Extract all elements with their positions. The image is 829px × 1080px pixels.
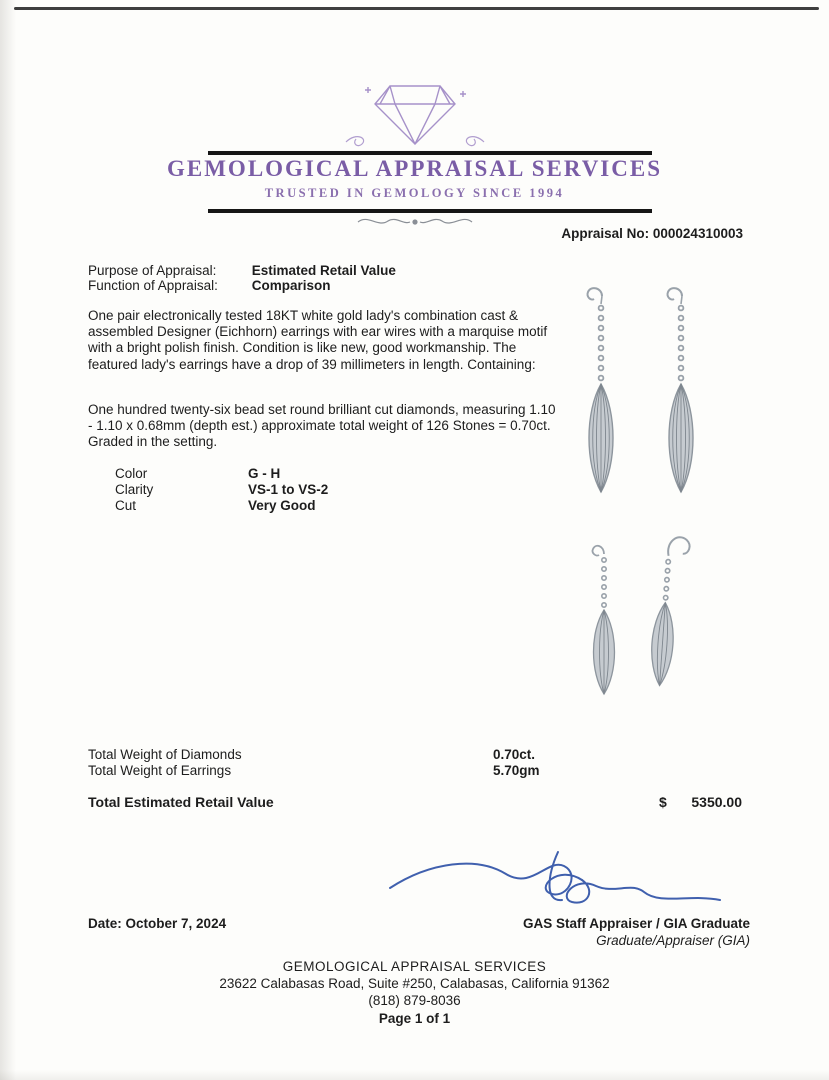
brand-title: GEMOLOGICAL APPRAISAL SERVICES (166, 156, 662, 181)
cut-value: Very Good (248, 498, 316, 513)
purpose-label: Purpose of Appraisal: (88, 263, 217, 278)
earrings-photo-front (552, 280, 732, 518)
clarity-label: Clarity (115, 482, 154, 497)
description-paragraph-1: One pair electronically tested 18KT white gold lady's combination cast & assembled Designer (Eichhorn) earrings with ear wires with a marquise motif with a bright polish finish. Condition is like new, good workmanship. The featured lady's earrings have a drop of 39 millimeters in length. Containing: (88, 308, 548, 372)
scan-edge (14, 7, 819, 10)
scan-shading-bottom (0, 1070, 829, 1080)
appraiser-title: GAS Staff Appraiser / GIA Graduate (522, 916, 750, 931)
function-label: Function of Appraisal: (88, 278, 218, 293)
footer-company: GEMOLOGICAL APPRAISAL SERVICES (282, 959, 547, 974)
earrings-photo-angle (552, 534, 732, 712)
total-earrings-value: 5.70gm (493, 763, 540, 778)
function-value: Comparison (251, 278, 331, 293)
appraisal-number-value: 000024310003 (652, 226, 743, 241)
header-rule-top (208, 151, 652, 155)
footer-page-number: Page 1 of 1 (378, 1011, 451, 1026)
date-value: October 7, 2024 (125, 916, 227, 931)
brand-tagline: TRUSTED IN GEMOLOGY SINCE 1994 (264, 186, 565, 200)
cut-label: Cut (115, 498, 137, 513)
footer-address: 23622 Calabasas Road, Suite #250, Calabasas, California 91362 (219, 976, 610, 991)
total-earrings-label: Total Weight of Earrings (88, 763, 232, 778)
appraiser-block (523, 916, 750, 948)
purpose-value: Estimated Retail Value (251, 263, 396, 278)
appraisal-number-label: Appraisal No: (561, 226, 650, 241)
color-label: Color (115, 466, 148, 481)
total-diamonds-value: 0.70ct. (493, 747, 536, 762)
appraiser-credential: Graduate/Appraiser (GIA) (596, 933, 750, 948)
footer-phone: (818) 879-8036 (368, 993, 461, 1008)
diamond-logo-icon (340, 78, 490, 152)
function-row (88, 278, 331, 293)
total-diamonds-label: Total Weight of Diamonds (88, 747, 242, 762)
appraisal-number (561, 226, 743, 241)
retail-value-label: Total Estimated Retail Value (88, 794, 274, 810)
color-value: G - H (248, 466, 281, 481)
clarity-value: VS-1 to VS-2 (248, 482, 329, 497)
appraiser-signature (382, 840, 727, 918)
document-footer (0, 958, 829, 1027)
date-label: Date: (88, 916, 122, 931)
purpose-row (88, 263, 396, 278)
retail-amount: 5350.00 (691, 794, 742, 810)
retail-currency: $ (659, 794, 667, 810)
scroll-ornament-icon (354, 213, 476, 231)
date-line (88, 916, 226, 931)
description-paragraph-2: One hundred twenty-six bead set round brilliant cut diamonds, measuring 1.10 - 1.10 x 0.68mm (depth est.) approximate total weight of 126 Stones = 0.70ct. Graded in the setting. (88, 402, 556, 450)
